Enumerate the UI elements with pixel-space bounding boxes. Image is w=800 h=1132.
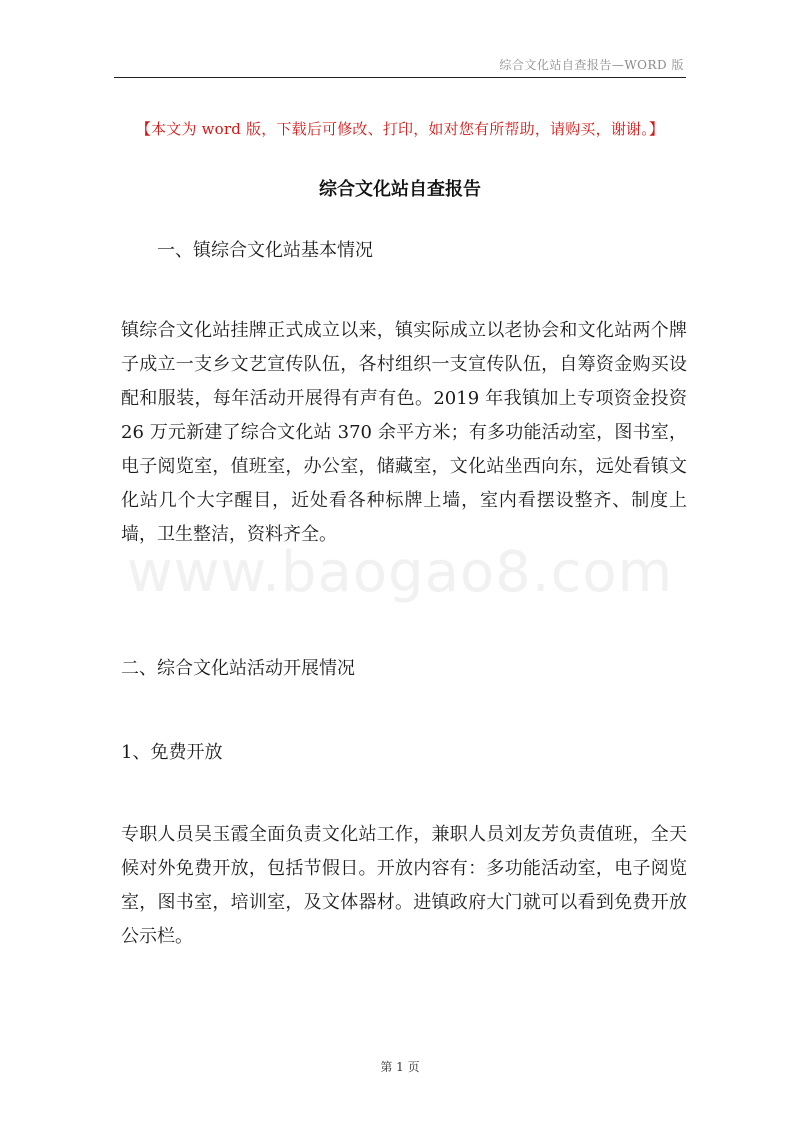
watermark: www.baogao8.com: [126, 540, 674, 605]
section1-heading: 一、镇综合文化站基本情况: [157, 240, 373, 261]
header-rule: [114, 77, 686, 78]
purchase-notice: 【本文为 word 版，下载后可修改、打印，如对您有所帮助，请购买，谢谢。】: [135, 120, 665, 138]
section1-paragraph: 镇综合文化站挂牌正式成立以来，镇实际成立以老协会和文化站两个牌子成立一支乡文艺宣传队伍，各村组织一支宣传队伍，自筹资金购买设配和服装，每年活动开展得有声有色。2019 年我镇加上专项资金投资 26 万元新建了综合文化站 370 余平方米；有多功能活动室，图书室，电子阅览室，值班室，办公室，储藏室，文化站坐西向东，远处看镇文化站几个大字醒目，近处看各种标牌上墙，室内看摆设整齐、制度上墙，卫生整洁，资料齐全。: [121, 320, 687, 545]
page-number: 第 1 页: [380, 1060, 420, 1074]
subsection1-heading: 1、免费开放: [121, 742, 223, 763]
section2-heading: 二、综合文化站活动开展情况: [121, 658, 355, 679]
document-title: 综合文化站自查报告: [319, 179, 481, 200]
running-header: 综合文化站自查报告—WORD 版: [499, 58, 684, 72]
subsection1-paragraph: 专职人员吴玉霞全面负责文化站工作，兼职人员刘友芳负责值班，全天候对外免费开放，包括节假日。开放内容有：多功能活动室，电子阅览室，图书室，培训室，及文体器材。进镇政府大门就可以看到免费开放公示栏。: [121, 824, 687, 947]
